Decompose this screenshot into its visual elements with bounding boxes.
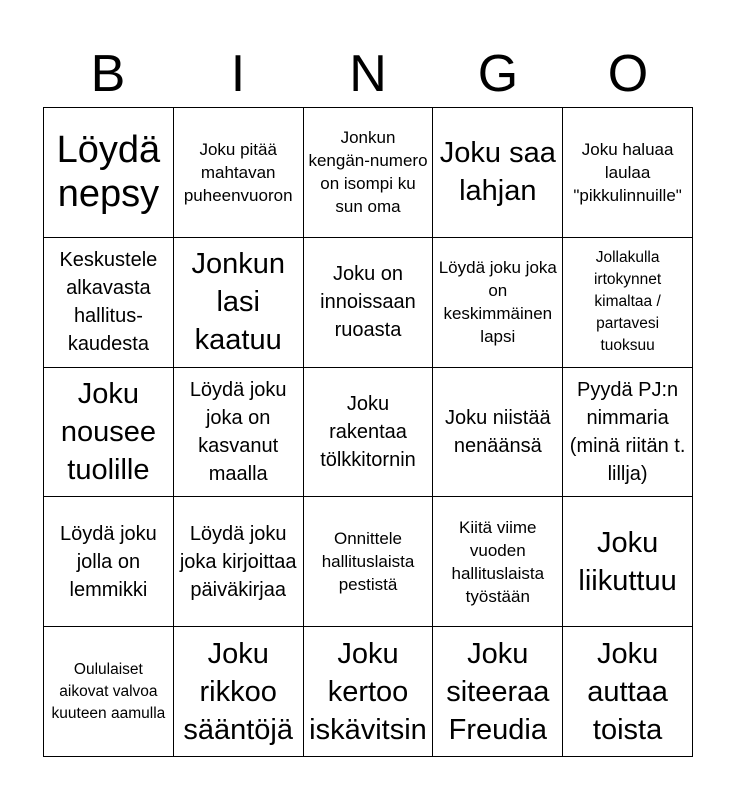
bingo-cell[interactable] <box>44 497 174 627</box>
bingo-cell[interactable] <box>304 368 434 498</box>
bingo-cell[interactable] <box>44 238 174 368</box>
bingo-cell[interactable] <box>433 238 563 368</box>
cell-text: Joku saa lahjan <box>439 137 556 208</box>
bingo-header <box>43 40 693 108</box>
cell-text: Joku siteeraa Freudia <box>446 637 550 746</box>
cell-text: Pyydä PJ:n nimmaria (minä riitän t. lillja) <box>569 378 686 485</box>
header-letter-o: O <box>607 45 649 103</box>
header-letter-g: G <box>477 45 519 103</box>
cell-text: Jollakulla irtokynnet kimaltaa / partavesi tuoksuu <box>593 249 662 355</box>
bingo-cell[interactable] <box>433 627 563 757</box>
bingo-cell[interactable] <box>304 497 434 627</box>
cell-text: Oululaiset aikovat valvoa kuuteen aamulla <box>51 660 166 722</box>
cell-text: Joku nousee tuolille <box>60 377 156 486</box>
cell-text: Joku haluaa laulaa "pikkulinnuille" <box>573 139 682 205</box>
cell-text: Onnittele hallituslaista pestistä <box>321 529 415 595</box>
bingo-cell[interactable] <box>44 108 174 238</box>
cell-text: Joku rikkoo sääntöjä <box>183 637 294 746</box>
cell-text: Joku liikuttuu <box>578 526 677 597</box>
header-letter-n: N <box>349 45 387 103</box>
cell-text: Joku kertoo iskävitsin <box>309 637 427 746</box>
bingo-cell[interactable] <box>44 627 174 757</box>
cell-text: Löydä joku joka on kasvanut maalla <box>189 378 287 485</box>
cell-text: Löydä joku joka kirjoittaa päiväkirjaa <box>179 522 297 601</box>
bingo-cell[interactable] <box>304 108 434 238</box>
cell-text: Jonkun lasi kaatuu <box>191 248 285 357</box>
header-letter-i: I <box>230 45 246 103</box>
cell-text: Joku auttaa toista <box>587 637 668 746</box>
cell-text: Joku pitää mahtavan puheenvuoron <box>183 139 293 205</box>
bingo-cell[interactable] <box>174 368 304 498</box>
cell-text: Kiitä viime vuoden hallituslaista työstään <box>451 517 545 606</box>
cell-text: Joku niistää nenäänsä <box>444 406 551 457</box>
cell-text: Joku on innoissaan ruoasta <box>320 263 416 342</box>
bingo-cell[interactable] <box>563 627 693 757</box>
cell-text: Joku rakentaa tölkkitornin <box>320 392 416 471</box>
bingo-cell[interactable] <box>304 627 434 757</box>
cell-text: Keskustele alkavasta hallitus-kaudesta <box>59 249 158 356</box>
bingo-cell[interactable] <box>304 238 434 368</box>
bingo-cell[interactable] <box>563 497 693 627</box>
bingo-cell[interactable] <box>563 368 693 498</box>
bingo-cell[interactable] <box>433 497 563 627</box>
bingo-cell[interactable] <box>174 497 304 627</box>
bingo-cell[interactable] <box>44 368 174 498</box>
bingo-cell[interactable] <box>433 108 563 238</box>
bingo-cell[interactable] <box>174 627 304 757</box>
cell-text: Löydä joku joka on keskimmäinen lapsi <box>438 258 557 347</box>
bingo-grid <box>43 107 693 757</box>
bingo-cell[interactable] <box>433 368 563 498</box>
bingo-cell[interactable] <box>563 108 693 238</box>
bingo-cell[interactable] <box>174 108 304 238</box>
cell-text: Löydä nepsy <box>56 129 161 216</box>
header-letter-b: B <box>90 45 126 103</box>
bingo-cell[interactable] <box>174 238 304 368</box>
bingo-cell[interactable] <box>563 238 693 368</box>
cell-text: Löydä joku jolla on lemmikki <box>60 522 157 601</box>
cell-text: Jonkun kengän-numero on isompi ku sun oma <box>308 128 428 217</box>
